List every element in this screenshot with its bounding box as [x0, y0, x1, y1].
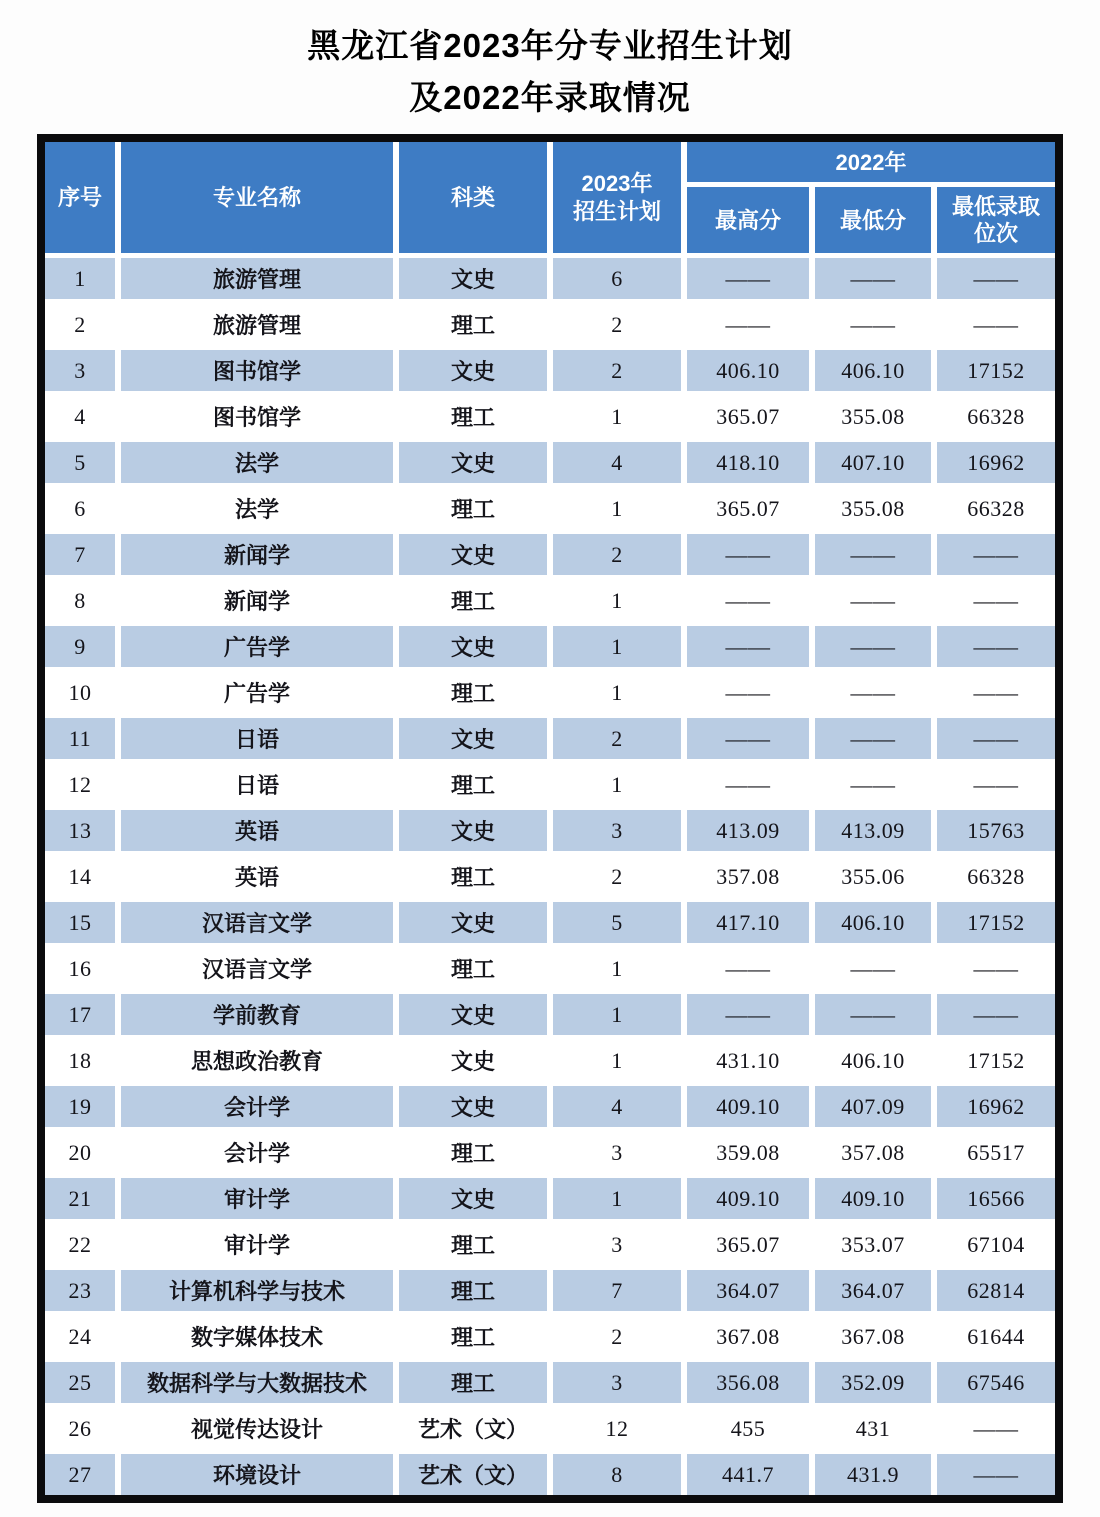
cell-index: 27	[45, 1454, 115, 1495]
cell-major: 数据科学与大数据技术	[121, 1362, 393, 1403]
cell-max-score: 417.10	[687, 902, 809, 943]
cell-plan: 8	[553, 1454, 681, 1495]
cell-index: 21	[45, 1178, 115, 1219]
cell-major: 数字媒体技术	[121, 1316, 393, 1357]
cell-max-score: 409.10	[687, 1086, 809, 1127]
cell-index: 22	[45, 1224, 115, 1265]
cell-index: 11	[45, 718, 115, 759]
cell-category: 理工	[399, 580, 547, 621]
cell-max-score: 431.10	[687, 1040, 809, 1081]
cell-index: 23	[45, 1270, 115, 1311]
cell-min-rank: 16962	[937, 442, 1055, 483]
cell-category: 艺术（文）	[399, 1408, 547, 1449]
cell-min-score: ——	[815, 304, 931, 345]
cell-plan: 2	[553, 718, 681, 759]
cell-plan: 2	[553, 534, 681, 575]
cell-index: 1	[45, 258, 115, 299]
header-max-score: 最高分	[687, 187, 809, 253]
cell-major: 英语	[121, 810, 393, 851]
cell-max-score: 406.10	[687, 350, 809, 391]
cell-min-score: ——	[815, 258, 931, 299]
cell-plan: 4	[553, 1086, 681, 1127]
header-index: 序号	[45, 142, 115, 253]
cell-max-score: 409.10	[687, 1178, 809, 1219]
cell-plan: 1	[553, 488, 681, 529]
cell-plan: 1	[553, 396, 681, 437]
cell-major: 计算机科学与技术	[121, 1270, 393, 1311]
cell-max-score: 365.07	[687, 396, 809, 437]
cell-min-score: 357.08	[815, 1132, 931, 1173]
cell-category: 文史	[399, 350, 547, 391]
cell-min-rank: ——	[937, 580, 1055, 621]
cell-major: 环境设计	[121, 1454, 393, 1495]
cell-category: 文史	[399, 442, 547, 483]
cell-min-rank: ——	[937, 994, 1055, 1035]
cell-max-score: ——	[687, 534, 809, 575]
cell-max-score: 359.08	[687, 1132, 809, 1173]
cell-max-score: ——	[687, 994, 809, 1035]
cell-category: 艺术（文）	[399, 1454, 547, 1495]
cell-index: 13	[45, 810, 115, 851]
cell-max-score: ——	[687, 304, 809, 345]
cell-plan: 1	[553, 626, 681, 667]
cell-min-score: 431	[815, 1408, 931, 1449]
cell-min-rank: ——	[937, 534, 1055, 575]
cell-min-rank: ——	[937, 304, 1055, 345]
cell-category: 理工	[399, 672, 547, 713]
cell-max-score: ——	[687, 718, 809, 759]
cell-min-score: 409.10	[815, 1178, 931, 1219]
cell-min-score: 355.06	[815, 856, 931, 897]
cell-max-score: ——	[687, 948, 809, 989]
cell-min-score: ——	[815, 718, 931, 759]
cell-plan: 5	[553, 902, 681, 943]
cell-min-rank: 62814	[937, 1270, 1055, 1311]
cell-major: 审计学	[121, 1178, 393, 1219]
cell-major: 旅游管理	[121, 258, 393, 299]
cell-min-score: 407.10	[815, 442, 931, 483]
cell-index: 25	[45, 1362, 115, 1403]
cell-min-rank: 15763	[937, 810, 1055, 851]
cell-major: 广告学	[121, 672, 393, 713]
cell-category: 理工	[399, 856, 547, 897]
cell-index: 7	[45, 534, 115, 575]
cell-plan: 4	[553, 442, 681, 483]
page-title	[0, 0, 1100, 124]
cell-index: 10	[45, 672, 115, 713]
cell-category: 理工	[399, 304, 547, 345]
cell-min-score: 355.08	[815, 488, 931, 529]
cell-max-score: 364.07	[687, 1270, 809, 1311]
cell-max-score: 413.09	[687, 810, 809, 851]
cell-index: 18	[45, 1040, 115, 1081]
cell-major: 新闻学	[121, 534, 393, 575]
cell-plan: 2	[553, 856, 681, 897]
cell-major: 汉语言文学	[121, 902, 393, 943]
cell-plan: 1	[553, 948, 681, 989]
cell-category: 理工	[399, 1362, 547, 1403]
header-min-rank-line1: 最低录取	[951, 193, 1040, 219]
cell-min-rank: ——	[937, 1454, 1055, 1495]
header-group-2022: 2022年	[687, 142, 1055, 182]
cell-min-rank: 16962	[937, 1086, 1055, 1127]
cell-major: 旅游管理	[121, 304, 393, 345]
cell-plan: 1	[553, 580, 681, 621]
cell-index: 8	[45, 580, 115, 621]
cell-max-score: 356.08	[687, 1362, 809, 1403]
cell-major: 视觉传达设计	[121, 1408, 393, 1449]
cell-major: 会计学	[121, 1086, 393, 1127]
cell-min-score: 406.10	[815, 902, 931, 943]
cell-plan: 12	[553, 1408, 681, 1449]
cell-min-score: 407.09	[815, 1086, 931, 1127]
cell-index: 12	[45, 764, 115, 805]
cell-category: 文史	[399, 994, 547, 1035]
cell-min-score: ——	[815, 626, 931, 667]
cell-min-score: ——	[815, 580, 931, 621]
cell-min-rank: 67546	[937, 1362, 1055, 1403]
cell-major: 法学	[121, 442, 393, 483]
cell-category: 文史	[399, 626, 547, 667]
cell-min-rank: ——	[937, 626, 1055, 667]
cell-category: 文史	[399, 1178, 547, 1219]
cell-major: 图书馆学	[121, 350, 393, 391]
header-major: 专业名称	[121, 142, 393, 253]
header-min-score: 最低分	[815, 187, 931, 253]
header-plan-2023-line2: 招生计划	[572, 198, 661, 224]
cell-min-score: 413.09	[815, 810, 931, 851]
cell-plan: 7	[553, 1270, 681, 1311]
cell-max-score: 357.08	[687, 856, 809, 897]
header-category: 科类	[399, 142, 547, 253]
cell-min-rank: 65517	[937, 1132, 1055, 1173]
cell-min-rank: ——	[937, 672, 1055, 713]
cell-category: 理工	[399, 1132, 547, 1173]
cell-category: 文史	[399, 902, 547, 943]
header-plan-2023-line1: 2023年	[581, 171, 653, 197]
cell-category: 理工	[399, 396, 547, 437]
cell-category: 理工	[399, 948, 547, 989]
cell-index: 2	[45, 304, 115, 345]
page-title-line1: 黑龙江省2023年分专业招生计划	[307, 27, 793, 64]
cell-index: 16	[45, 948, 115, 989]
page-title-line2: 及2022年录取情况	[409, 79, 691, 117]
cell-max-score: 418.10	[687, 442, 809, 483]
cell-index: 9	[45, 626, 115, 667]
cell-category: 理工	[399, 1224, 547, 1265]
cell-plan: 2	[553, 304, 681, 345]
cell-min-score: ——	[815, 994, 931, 1035]
header-min-rank	[937, 187, 1055, 253]
cell-category: 理工	[399, 488, 547, 529]
cell-min-score: 406.10	[815, 350, 931, 391]
cell-max-score: 441.7	[687, 1454, 809, 1495]
cell-category: 文史	[399, 718, 547, 759]
cell-min-rank: ——	[937, 764, 1055, 805]
cell-major: 审计学	[121, 1224, 393, 1265]
cell-major: 思想政治教育	[121, 1040, 393, 1081]
cell-min-rank: 66328	[937, 396, 1055, 437]
cell-major: 日语	[121, 718, 393, 759]
cell-major: 图书馆学	[121, 396, 393, 437]
cell-category: 理工	[399, 1316, 547, 1357]
cell-plan: 1	[553, 1040, 681, 1081]
cell-min-score: 431.9	[815, 1454, 931, 1495]
cell-plan: 1	[553, 994, 681, 1035]
cell-max-score: ——	[687, 580, 809, 621]
cell-max-score: 367.08	[687, 1316, 809, 1357]
cell-min-rank: 61644	[937, 1316, 1055, 1357]
cell-min-score: 355.08	[815, 396, 931, 437]
cell-min-score: 353.07	[815, 1224, 931, 1265]
cell-min-rank: 67104	[937, 1224, 1055, 1265]
cell-index: 26	[45, 1408, 115, 1449]
cell-min-rank: 17152	[937, 902, 1055, 943]
cell-min-rank: ——	[937, 718, 1055, 759]
cell-min-rank: 17152	[937, 350, 1055, 391]
cell-category: 理工	[399, 764, 547, 805]
cell-min-score: 364.07	[815, 1270, 931, 1311]
cell-min-rank: 66328	[937, 856, 1055, 897]
cell-index: 19	[45, 1086, 115, 1127]
cell-index: 4	[45, 396, 115, 437]
cell-plan: 6	[553, 258, 681, 299]
cell-plan: 3	[553, 810, 681, 851]
cell-category: 文史	[399, 534, 547, 575]
cell-min-score: ——	[815, 534, 931, 575]
cell-index: 6	[45, 488, 115, 529]
cell-index: 14	[45, 856, 115, 897]
cell-min-score: 406.10	[815, 1040, 931, 1081]
cell-min-score: ——	[815, 948, 931, 989]
cell-plan: 2	[553, 1316, 681, 1357]
enrollment-table	[45, 142, 1055, 1495]
cell-max-score: 365.07	[687, 1224, 809, 1265]
cell-plan: 1	[553, 1178, 681, 1219]
cell-max-score: ——	[687, 258, 809, 299]
cell-category: 理工	[399, 1270, 547, 1311]
cell-category: 文史	[399, 258, 547, 299]
cell-category: 文史	[399, 1086, 547, 1127]
cell-index: 20	[45, 1132, 115, 1173]
cell-major: 广告学	[121, 626, 393, 667]
cell-max-score: ——	[687, 672, 809, 713]
cell-min-rank: 16566	[937, 1178, 1055, 1219]
cell-min-rank: 17152	[937, 1040, 1055, 1081]
cell-min-rank: ——	[937, 948, 1055, 989]
cell-plan: 1	[553, 764, 681, 805]
cell-min-score: ——	[815, 672, 931, 713]
cell-max-score: 365.07	[687, 488, 809, 529]
cell-min-rank: 66328	[937, 488, 1055, 529]
cell-plan: 3	[553, 1362, 681, 1403]
cell-category: 文史	[399, 810, 547, 851]
cell-plan: 3	[553, 1224, 681, 1265]
cell-major: 学前教育	[121, 994, 393, 1035]
cell-major: 会计学	[121, 1132, 393, 1173]
cell-min-score: 367.08	[815, 1316, 931, 1357]
header-min-rank-line2: 位次	[973, 221, 1018, 247]
cell-index: 17	[45, 994, 115, 1035]
cell-index: 15	[45, 902, 115, 943]
cell-category: 文史	[399, 1040, 547, 1081]
cell-max-score: 455	[687, 1408, 809, 1449]
header-plan-2023	[553, 142, 681, 253]
cell-index: 24	[45, 1316, 115, 1357]
cell-plan: 2	[553, 350, 681, 391]
cell-max-score: ——	[687, 764, 809, 805]
cell-major: 汉语言文学	[121, 948, 393, 989]
cell-plan: 1	[553, 672, 681, 713]
cell-major: 法学	[121, 488, 393, 529]
enrollment-table-border	[37, 134, 1063, 1503]
cell-max-score: ——	[687, 626, 809, 667]
cell-major: 英语	[121, 856, 393, 897]
cell-index: 3	[45, 350, 115, 391]
cell-plan: 3	[553, 1132, 681, 1173]
cell-major: 日语	[121, 764, 393, 805]
cell-min-score: 352.09	[815, 1362, 931, 1403]
cell-min-score: ——	[815, 764, 931, 805]
cell-min-rank: ——	[937, 258, 1055, 299]
cell-major: 新闻学	[121, 580, 393, 621]
cell-index: 5	[45, 442, 115, 483]
cell-min-rank: ——	[937, 1408, 1055, 1449]
